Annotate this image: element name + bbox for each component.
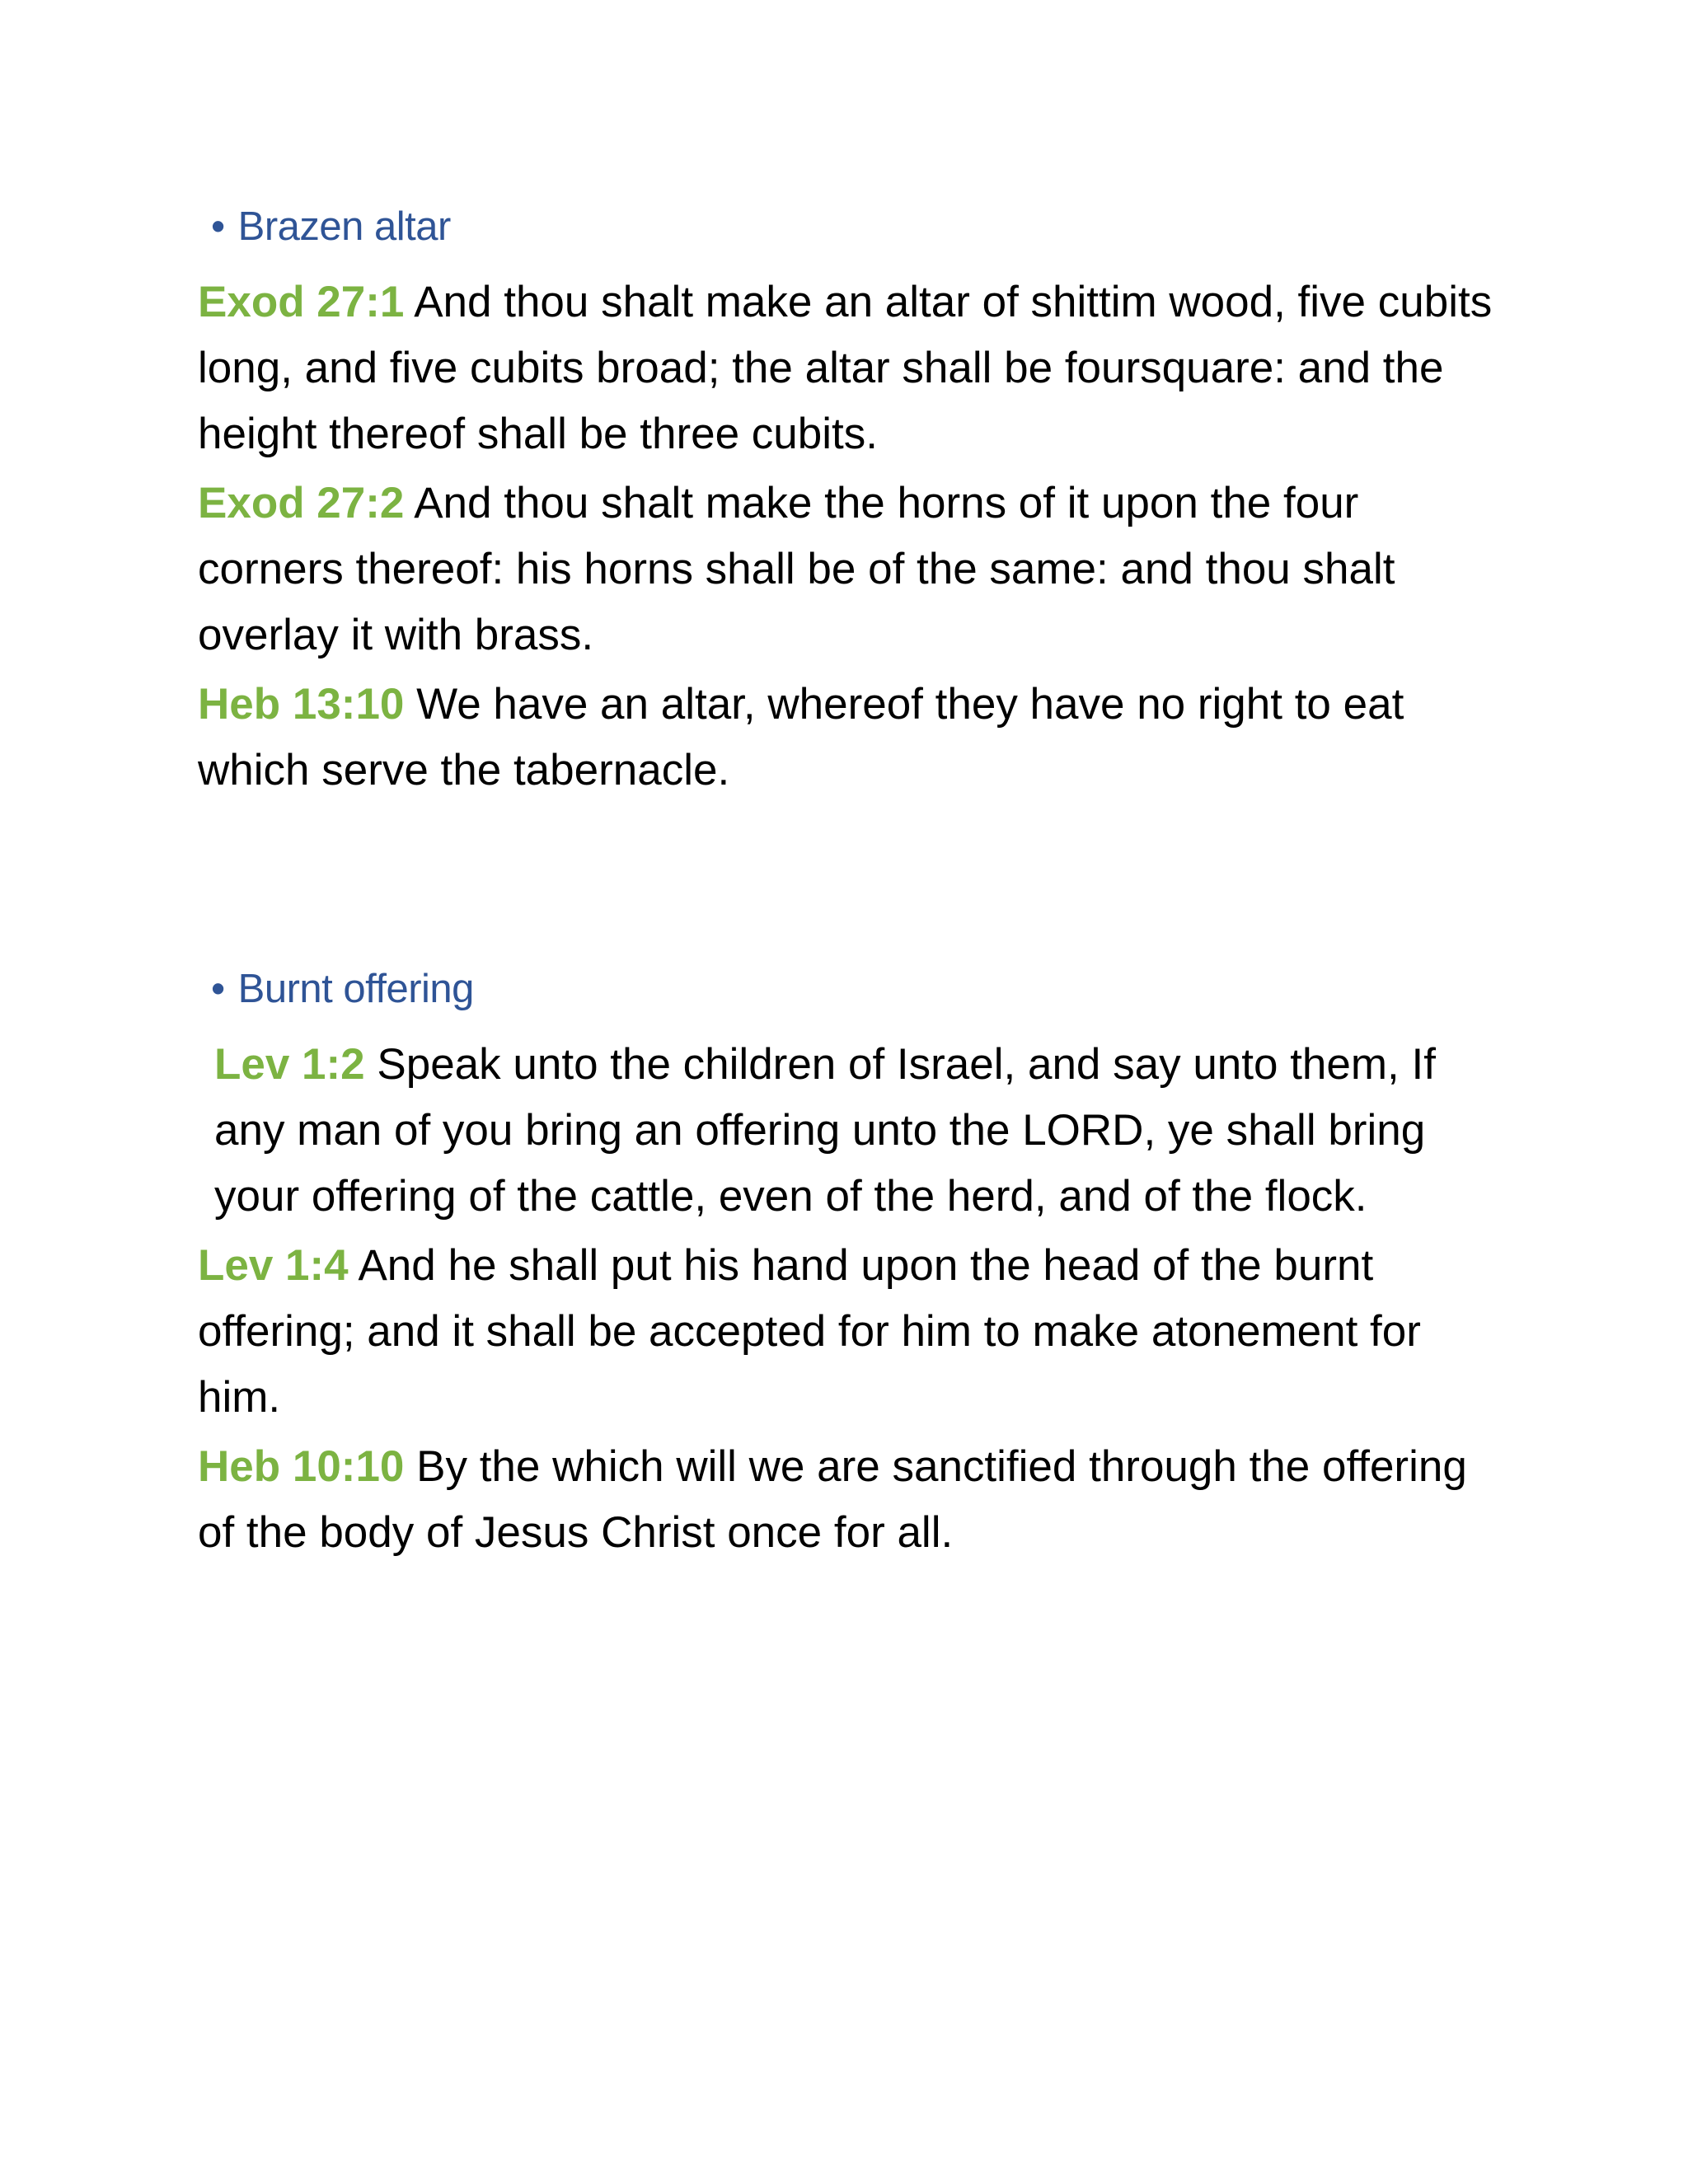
verse	[198, 672, 1500, 804]
heading-text: Brazen altar	[237, 204, 451, 249]
verse	[198, 1434, 1500, 1566]
heading-text: Burnt offering	[237, 967, 474, 1011]
section-heading	[211, 964, 1500, 1014]
verse-text: And thou shalt make an altar of shittim wood, five cubits long, and five cubits broad; the altar shall be foursquare: and the height thereof shall be three cubits.	[198, 278, 1493, 458]
verse-reference: Exod 27:2	[198, 479, 405, 527]
section-heading	[211, 202, 1500, 251]
verse-text: Speak unto the children of Israel, and say unto them, If any man of you bring an offering unto the LORD, ye shall bring your offering of the cattle, even of the herd, and of the flock.	[214, 1040, 1436, 1221]
verse-text: And thou shalt make the horns of it upon the four corners thereof: his horns shall be of the same: and thou shalt overlay it with brass.	[198, 479, 1395, 659]
verse-reference: Lev 1:4	[198, 1241, 349, 1290]
verse-reference: Heb 13:10	[198, 680, 405, 729]
bullet-icon: •	[211, 204, 225, 249]
bullet-icon: •	[211, 967, 225, 1011]
verse	[198, 269, 1500, 467]
verse	[198, 1032, 1500, 1230]
verse-text: And he shall put his hand upon the head of the burnt offering; and it shall be accepted for him to make atonement for him.	[198, 1241, 1421, 1422]
verse-reference: Heb 10:10	[198, 1442, 405, 1491]
verse-reference: Exod 27:1	[198, 278, 405, 326]
section-brazen-altar	[198, 202, 1500, 807]
section-burnt-offering	[198, 964, 1500, 1569]
verse-reference: Lev 1:2	[214, 1040, 365, 1089]
verse-text: By the which will we are sanctified through the offering of the body of Jesus Christ once for all.	[198, 1442, 1467, 1557]
verse-text: We have an altar, whereof they have no right to eat which serve the tabernacle.	[198, 680, 1404, 794]
verse	[198, 471, 1500, 668]
verse	[198, 1233, 1500, 1431]
